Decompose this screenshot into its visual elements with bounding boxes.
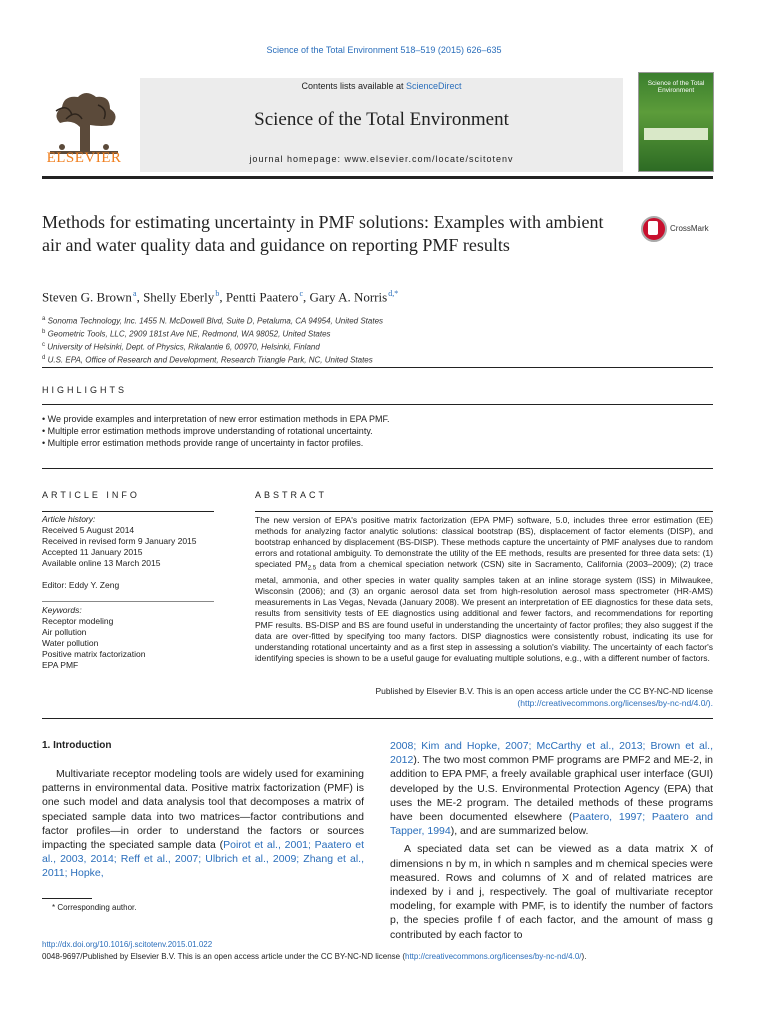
affiliation [42,314,712,327]
affiliation [42,340,712,353]
author-list [42,289,712,305]
author-sep: , [219,289,226,305]
keyword[interactable]: Water pollution [42,638,99,648]
highlight-item: • We provide examples and interpretation of new error estimation methods in EPA PMF. [42,414,390,424]
highlights-heading: HIGHLIGHTS [42,385,128,395]
article-info-rule [42,511,214,512]
affiliation-sup: d [42,355,46,362]
author-name[interactable]: Gary A. Norris [309,289,388,305]
footnote: * Corresponding author. [52,903,137,912]
affiliation-text: University of Helsinki, Dept. of Physics, Rikalantie 6, 00970, Helsinki, Finland [47,342,320,352]
doi-link[interactable]: http://dx.doi.org/10.1016/j.scitotenv.2015.01.022 [42,940,213,949]
abstract-part: data from a chemical speciation network (CSN) site in Sacramento, California (2003–2009); (2) trace metal, ammonia, and other species in water quality samples taken at an inline storage system (ISS) in Milwaukee, Wisconsin (2006); and (3) an organic aerosol data set from high-resolution aerosol mass spectrometer (HR-AMS) measurements in Las Vegas, Nevada (January 2008). We present an interpretation of EE diagnostics for these data sets, results from sensitivity tests of EE diagnostics using additional and fewer factors, and recommendations for reporting PMF results. BS-DISP and BS are found useful in understanding the uncertainty of factor profiles; they also suggest if the data are over-fitted by specifying too many factors. DISP diagnostics were consistently robust, indicating its use for understanding rotational uncertainty and as a first step in assessing a solution's viability. The uncertainty of each factor's identifying species is shown to be a useful gauge for evaluating multiple solutions, e.g., with a different number of factors. [255,559,714,663]
affiliation [42,353,712,366]
author-name[interactable]: Pentti Paatero [225,289,299,305]
keyword[interactable]: EPA PMF [42,660,79,670]
history-item: Received 5 August 2014 [42,525,135,535]
article-title: Methods for estimating uncertainty in PMF solutions: Examples with ambient air and water quality data and guidance on reporting PMF results [42,212,604,255]
author-sep: , [303,289,310,305]
journal-citation[interactable]: Science of the Total Environment 518–519 (2015) 626–635 [266,45,502,55]
reference-link[interactable]: Poirot et al., 2001; Paatero et al., 2003, 2014; Reff et al., 2007; Ulbrich et al., 2009; Zhang et al., 2011; Hopke, [42,839,364,880]
keywords-rule [42,601,214,602]
cover-title: Science of the Total Environment [647,80,705,94]
history-label: Article history: [42,514,96,524]
author-name[interactable]: Steven G. Brown [42,289,132,305]
body-paragraph: A speciated data set can be viewed as a data matrix X of dimensions n by m, in which n samples and m chemical species were measured. Rows and columns of X and of related matrices are indexed by i and j, respectively. The goal of multivariate receptor modeling, for example with PMF, is to identify the number of factors p, the species profile f of each factor, and the amount of mass g contributed by each factor to [390,843,713,941]
body-text: ), and are summarized below. [450,825,589,838]
keywords-label: Keywords: [42,605,82,615]
highlights-bottom-rule [42,468,713,469]
keyword[interactable]: Positive matrix factorization [42,649,146,659]
keyword[interactable]: Air pollution [42,627,87,637]
highlights-rule [42,404,713,405]
issn-text: 0048-9697/Published by Elsevier B.V. This is an open access article under the CC BY-NC-ND license ( [42,952,405,961]
body-text: ). The two most common PMF programs are PMF2 and ME-2, in addition to EPA PMF, a freely available graphical user interface (GUI) developed by the U.S. Environmental Protection Agency (EPA) that uses the ME-2 program. The detailed methods of these programs have been documented elsewhere ( [390,754,713,824]
abstract-part: The new version of EPA's positive matrix factorization (EPA PMF) software, 5.0, includes three error estimation (EE) methods for analyzing factor analytic solutions: classical bootstrap (BS), displacement of factor elements (DISP), and bootstrap enhanced by displacement (BS-DISP). These methods capture the uncertainty of PMF analyses due to random errors and rotational ambiguity. To demonstrate the utility of the EE methods, results are presented for three data sets: (1) speciated PM [255,515,713,570]
article-info [42,514,214,671]
sciencedirect-link[interactable]: ScienceDirect [406,81,462,91]
crossmark-badge[interactable] [641,216,721,244]
footnote-rule [42,898,92,899]
history-item: Received in revised form 9 January 2015 [42,536,197,546]
abstract-bottom-rule [42,718,713,719]
article-info-heading: ARTICLE INFO [42,490,140,500]
abstract-heading: ABSTRACT [255,490,328,500]
highlights-list [42,413,712,449]
reference-link[interactable]: Paatero, 1997; Paatero and Tapper, 1994 [390,811,713,838]
body-column-left [42,767,364,881]
affiliation [42,327,712,340]
affiliation-text: U.S. EPA, Office of Research and Development, Research Triangle Park, NC, United States [47,356,373,366]
affiliation-sup: c [42,342,45,349]
abstract-rule [255,511,713,512]
author-sep: , [136,289,144,305]
highlight-item: • Multiple error estimation methods provide range of uncertainty in factor profiles. [42,438,364,448]
license-link[interactable]: http://creativecommons.org/licenses/by-nc-nd/4.0/ [405,952,582,961]
highlights-top-rule [42,367,713,368]
license-link[interactable]: (http://creativecommons.org/licenses/by-nc-nd/4.0/). [517,697,713,708]
header-rule [42,176,713,179]
journal-title: Science of the Total Environment [254,109,509,130]
contents-prefix: Contents lists available at [301,81,407,91]
cover-band [644,128,708,140]
body-column-right [390,739,713,946]
section-heading: 1. Introduction [42,740,112,751]
abstract-text [255,515,713,664]
affiliations [42,314,712,367]
affiliation-sup: b [42,329,46,336]
crossmark-label: CrossMark [670,224,709,233]
affiliation-text: Geometric Tools, LLC, 2909 181st Ave NE, Redmond, WA 98052, United States [47,329,331,339]
crossmark-bookmark-icon [648,221,658,235]
abstract-subscript: 2.5 [307,566,317,573]
issn-text: ). [581,952,587,961]
reference-link[interactable]: 2008; Kim and Hopke, 2007; McCarthy et al., 2013; Brown et al., 2012 [390,740,713,767]
highlight-item: • Multiple error estimation methods improve understanding of rotational uncertainty. [42,426,373,436]
author-affil-sup[interactable]: d,* [388,289,399,298]
history-item: Available online 13 March 2015 [42,558,161,568]
keyword[interactable]: Receptor modeling [42,616,114,626]
author-affil-sup[interactable]: a [133,289,137,298]
license-note [255,686,713,709]
elsevier-wordmark: ELSEVIER [46,150,122,166]
body-text: Multivariate receptor modeling tools are widely used for examining patterns in environmental data. Positive matrix factorization (PMF) is one such model and data analysis tool that decomposes a matrix of speciated sample data into two matrices—factor contributions and factor profiles—in order to understand the factors or sources impacting the speciated sample data ( [42,768,364,852]
affiliation-text: Sonoma Technology, Inc. 1455 N. McDowell Blvd, Suite D, Petaluma, CA 94954, United States [47,316,384,326]
affiliation-sup: a [42,316,46,322]
contents-line [140,81,623,91]
author-name[interactable]: Shelly Eberly [143,289,215,305]
author-affil-sup[interactable]: c [299,289,304,298]
author-affil-sup[interactable]: b [215,289,220,298]
history-item: Accepted 11 January 2015 [42,547,143,557]
journal-homepage[interactable]: journal homepage: www.elsevier.com/locate/scitotenv [249,154,514,164]
editor: Editor: Eddy Y. Zeng [42,580,120,590]
issn-line [42,952,713,961]
license-text: Published by Elsevier B.V. This is an open access article under the CC BY-NC-ND license [375,686,713,696]
